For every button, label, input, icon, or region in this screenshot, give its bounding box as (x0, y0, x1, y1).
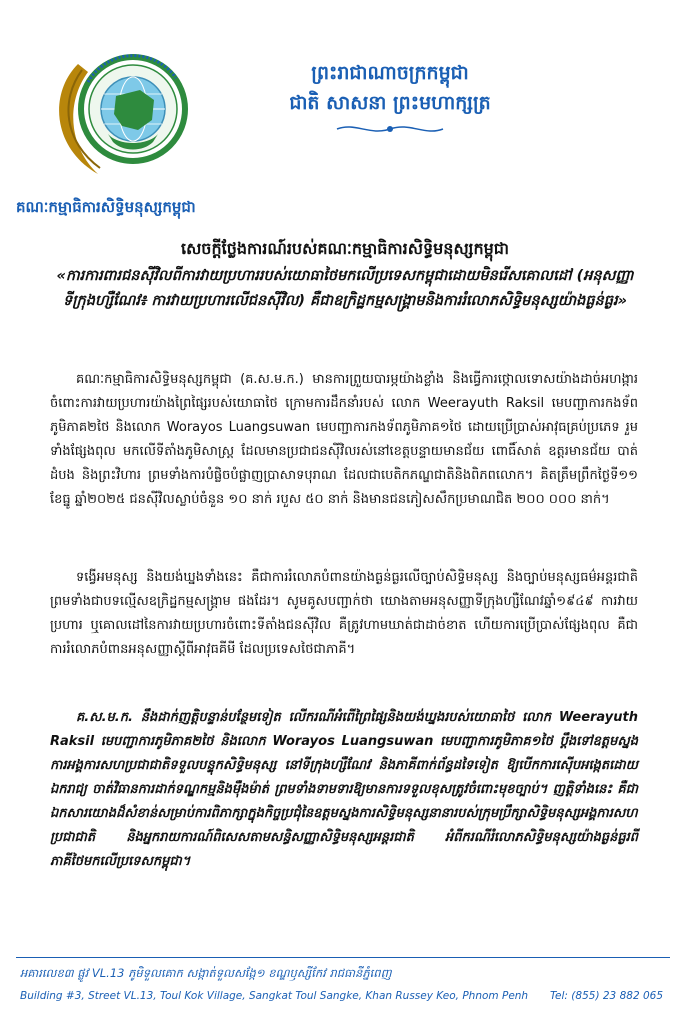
kingdom-line-2: ជាតិ សាសនា ព្រះមហាក្សត្រ (289, 92, 491, 114)
body-paragraph-3: គ.ស.ម.ក. នឹងដាក់ញត្តិបន្ទាន់បន្ថែមទៀត លើករណីអំពើព្រៃផ្សៃនិងយង់ឃ្នងរបស់យោធាថៃ លោក Weerayuth Raksil មេបញ្ជាការភូមិភាគ២ថៃ និងលោក Worayos Luangsuwan មេបញ្ជាការភូមិភាគ១ថៃ ប្ដឹងទៅឧត្តមស្នងការអង្គការសហប្រជាជាតិទទួលបន្ទុកសិទ្ធិមនុស្ស នៅទីក្រុងហ្សឺណែវ និងភាគីពាក់ព័ន្ធដទៃទៀត ឱ្យបើកការស៊ើបអង្កេតដោយឯករាជ្យ ចាត់វិធានការដាក់ទណ្ឌកម្មនិងម៉ឺងម៉ាត់ ព្រមទាំងទាមទារឱ្យមានការទទួលខុសត្រូវចំពោះមុខច្បាប់។ ញត្តិទាំងនេះ គឺជាឯកសារយោងដ៏សំខាន់សម្រាប់ការពិភាក្សាក្នុងកិច្ចប្រជុំនៃឧត្តមស្នងការសិទ្ធិមនុស្សនានារបស់ក្រុមប្រឹក្សាសិទ្ធិមនុស្សអង្គការសហប្រជាជាតិ និងអ្នករាយការណ៍ពិសេសតាមសន្ធិសញ្ញាសិទ្ធិមនុស្សអន្តរជាតិ អំពីករណីរំលោភសិទ្ធិមនុស្សយ៉ាងធ្ងន់ធ្ងរពីភាគីថៃមកលើប្រទេសកម្ពុជា។ (50, 710, 638, 869)
footer-address-english: Building #3, Street VL.13, Toul Kok Village, Sangkat Toul Sangke, Khan Russey Keo, Phnom Penh (20, 990, 529, 1002)
ornament-divider-icon (335, 122, 445, 136)
footer-divider (16, 957, 670, 958)
body-paragraph-2: ទង្វើអមនុស្ស និងយង់ឃ្នងទាំងនេះ គឺជាការរំលោភបំពានយ៉ាងធ្ងន់ធ្ងរលើច្បាប់សិទ្ធិមនុស្ស និងច្បាប់មនុស្សធម៌អន្តរជាតិ ព្រមទាំងជាបទល្មើសឧក្រិដ្ឋកម្មសង្គ្រាម ផងដែរ។ សូមគូសបញ្ជាក់ថា យោងតាមអនុសញ្ញាទីក្រុងហ្សឺណែវឆ្នាំ១៩៤៩ ការវាយប្រហារ ឬគោលដៅនៃការវាយប្រហារចំពោះទីតាំងជនស៊ីវិល គឺត្រូវហាមឃាត់ជាដាច់ខាត ហើយការប្រើប្រាស់ផ្សែងពុល គឺជាការរំលោភបំពានអនុសញ្ញាស្តីពីអាវុធគីមី ដែលប្រទេសថៃជាភាគី។ (50, 570, 638, 657)
logo-emblem-icon (48, 34, 198, 189)
statement-subtitle: «ការការពារជនស៊ីវិលពីការវាយប្រហាររបស់យោធាថៃមកលើប្រទេសកម្ពុជាដោយមិនរើសគោលដៅ (អនុសញ្ញាទីក្រុងហ្សឺណែវ៖ ការវាយប្រហារលើជនស៊ីវិល) គឺជាឧក្រិដ្ឋកម្មសង្គ្រាមនិងការរំលោភសិទ្ធិមនុស្សយ៉ាងធ្ងន់ធ្ងរ» (56, 268, 634, 309)
statement-title: សេចក្ដីថ្លែងការណ៍របស់គណៈកម្មាធិការសិទ្ធិមនុស្សកម្ពុជា (180, 239, 509, 258)
footer-telephone: Tel: (855) 23 882 065 (549, 990, 663, 1002)
footer-address-khmer: អគារលេខ៣ ផ្លូវ VL.13 ភូមិទួលគោក សង្កាត់ទួលសង្កែ១ ខណ្ឌឫស្សីកែវ រាជធានីភ្នំពេញ (20, 966, 392, 980)
body-paragraph-1: គណៈកម្មាធិការសិទ្ធិមនុស្សកម្ពុជា (គ.ស.ម.ក.) មានការព្រួយបារម្ភយ៉ាងខ្លាំង និងធ្វើការថ្កោលទោសយ៉ាងដាច់អហង្ការចំពោះការវាយប្រហារយ៉ាងព្រៃផ្សៃរបស់យោធាថៃ ក្រោមការដឹកនាំរបស់ លោក Weerayuth Raksil មេបញ្ជាការកងទ័ពភូមិភាគ២ថៃ និងលោក Worayos Luangsuwan មេបញ្ជាការកងទ័ពភូមិភាគ១ថៃ ដោយប្រើប្រាស់អាវុធគ្រប់ប្រភេទ រួមទាំងផ្សែងពុល មកលើទីតាំងភូមិសាស្ត្រ ដែលមានប្រជាជនស៊ីវិលរស់នៅខេត្តបន្ទាយមានជ័យ ពោធិ៍សាត់ ឧត្តរមានជ័យ បាត់ដំបង និងព្រះវិហារ ព្រមទាំងការបំផ្លិចបំផ្លាញប្រាសាទបុរាណ ដែលជាបេតិកភណ្ឌជាតិនិងពិភពលោក។ គិតត្រឹមព្រឹកថ្ងៃទី១១ ខែធ្នូ ឆ្នាំ២០២៥ ជនស៊ីវិលស្លាប់ចំនួន ១០ នាក់ របួស ៥០ នាក់ និងមានជនភៀសសឹកប្រមាណជិត ២០០ ០០០ នាក់។ (50, 372, 638, 507)
organization-logo (48, 34, 198, 189)
organization-name: គណៈកម្មាធិការសិទ្ធិមនុស្សកម្ពុជា (16, 198, 196, 216)
statement-heading (40, 236, 650, 314)
kingdom-header (230, 58, 550, 136)
kingdom-line-1: ព្រះរាជាណាចក្រកម្ពុជា (311, 62, 469, 84)
